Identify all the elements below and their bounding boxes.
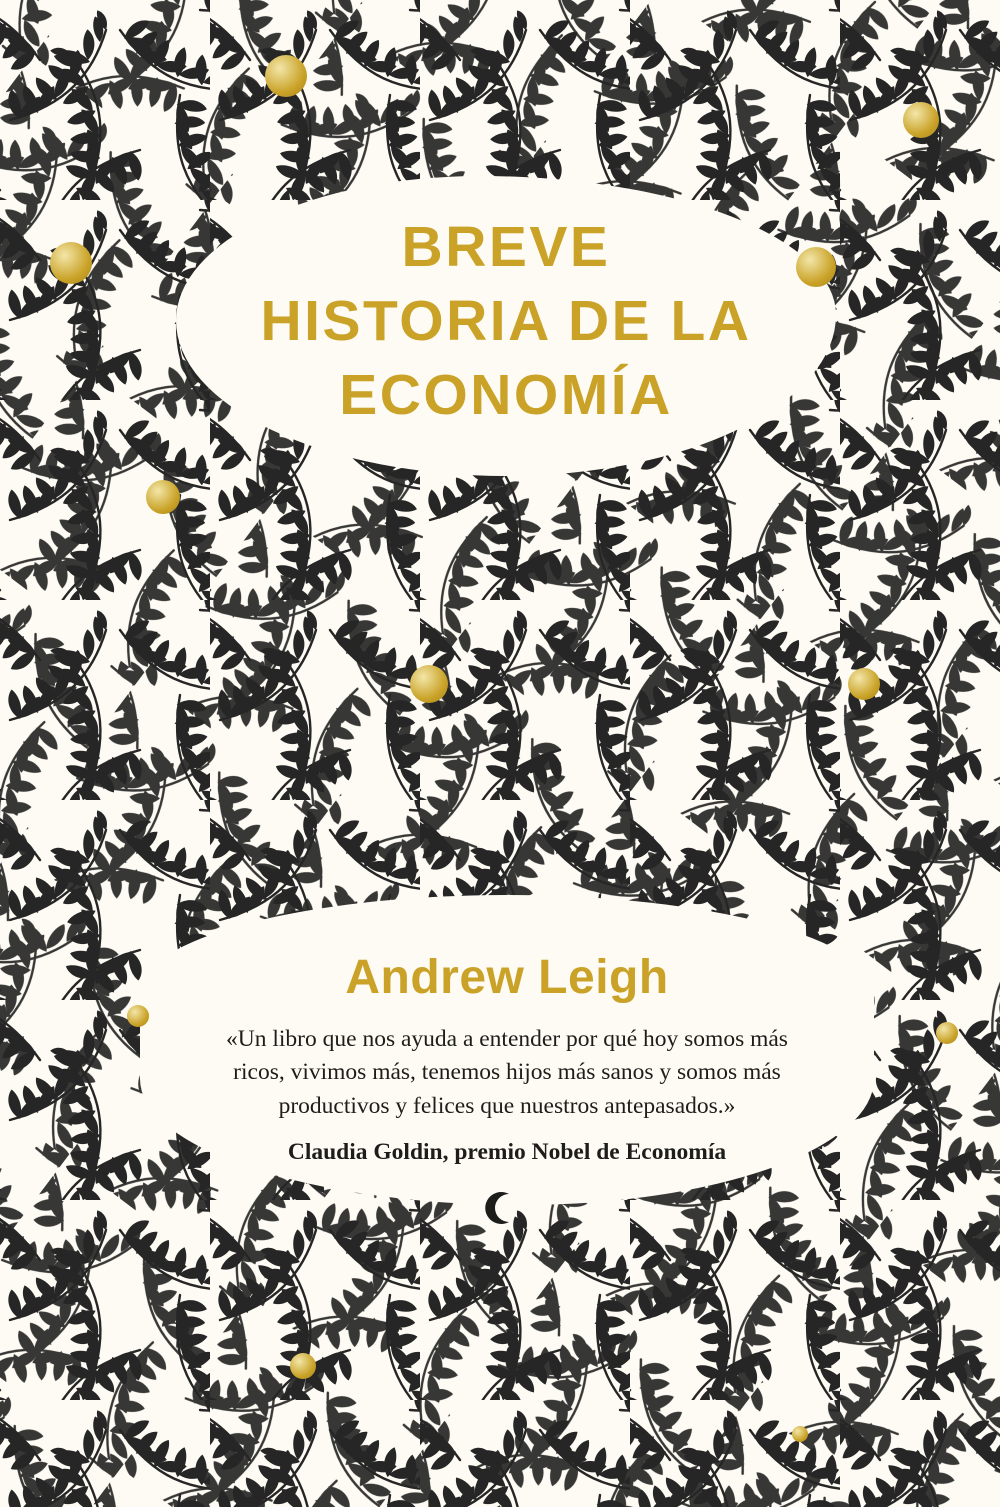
gold-dot-9	[936, 1022, 958, 1044]
author-section	[150, 950, 864, 1166]
author-name: Andrew Leigh	[345, 951, 669, 1004]
blurb-text: «Un libro que nos ayuda a entender por qué hoy somos más ricos, vivimos más, tenemos hijos más sanos y somos más productivos y felices que nuestros antepasados.»	[226, 1026, 788, 1119]
gold-dot-3	[50, 242, 92, 284]
gold-dot-6	[410, 665, 448, 703]
title-line-2: HISTORIA DE LA	[260, 289, 752, 354]
title-line-3: ECONOMÍA	[339, 363, 673, 428]
gold-dot-5	[146, 480, 180, 514]
gold-dot-10	[290, 1353, 316, 1379]
blurb-source: Claudia Goldin, premio Nobel de Economía	[287, 1139, 727, 1166]
publisher-logo-ring-icon	[478, 1186, 522, 1230]
gold-dot-2	[903, 102, 939, 138]
gold-dot-11	[792, 1426, 808, 1442]
title-line-1: BREVE	[401, 215, 611, 279]
gold-dot-8	[127, 1005, 149, 1027]
gold-dot-7	[848, 668, 880, 700]
gold-dot-1	[265, 55, 307, 97]
page-title	[186, 210, 826, 432]
